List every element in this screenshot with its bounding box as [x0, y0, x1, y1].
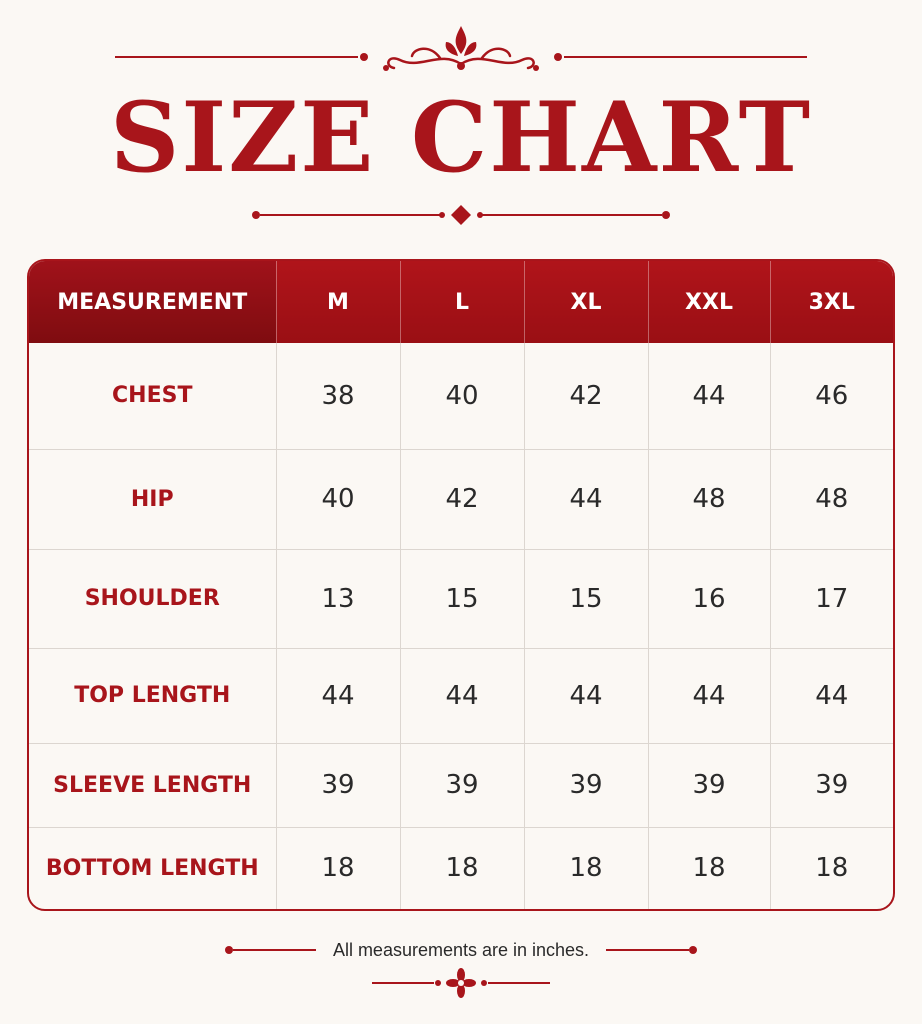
table-cell: 38 [276, 343, 400, 449]
size-column-header: XL [524, 261, 648, 343]
table-cell: 44 [400, 648, 524, 743]
table-cell: 17 [770, 549, 893, 648]
table-cell: 39 [648, 743, 770, 827]
size-column-header: 3XL [770, 261, 893, 343]
table-cell: 44 [524, 648, 648, 743]
table-cell: 18 [276, 827, 400, 909]
table-row [29, 743, 893, 827]
table-cell: 44 [276, 648, 400, 743]
table-cell: 39 [524, 743, 648, 827]
size-column-header: L [400, 261, 524, 343]
table-cell: 39 [770, 743, 893, 827]
table-header-row [29, 261, 893, 343]
size-chart-table-container [27, 259, 895, 911]
table-cell: 18 [524, 827, 648, 909]
table-cell: 44 [524, 449, 648, 549]
table-cell: 18 [400, 827, 524, 909]
measurement-label: BOTTOM LENGTH [29, 827, 276, 909]
table-cell: 18 [648, 827, 770, 909]
measurement-label: HIP [29, 449, 276, 549]
table-cell: 48 [648, 449, 770, 549]
size-column-header: M [276, 261, 400, 343]
table-row [29, 343, 893, 449]
size-column-header: XXL [648, 261, 770, 343]
measurement-label: TOP LENGTH [29, 648, 276, 743]
table-row [29, 449, 893, 549]
table-row [29, 648, 893, 743]
table-cell: 13 [276, 549, 400, 648]
table-cell: 39 [400, 743, 524, 827]
table-cell: 40 [276, 449, 400, 549]
measurement-label: CHEST [29, 343, 276, 449]
table-cell: 46 [770, 343, 893, 449]
table-cell: 40 [400, 343, 524, 449]
bottom-flower-ornament [0, 964, 922, 1004]
measurement-column-header: MEASUREMENT [29, 261, 276, 343]
measurement-unit-note: All measurements are in inches. [332, 940, 590, 960]
title-divider-ornament [0, 198, 922, 232]
table-cell: 42 [400, 449, 524, 549]
measurement-label: SHOULDER [29, 549, 276, 648]
table-cell: 15 [400, 549, 524, 648]
table-row [29, 827, 893, 909]
size-chart-table [29, 261, 893, 909]
table-cell: 15 [524, 549, 648, 648]
table-cell: 44 [648, 343, 770, 449]
table-row [29, 549, 893, 648]
measurement-label: SLEEVE LENGTH [29, 743, 276, 827]
table-cell: 16 [648, 549, 770, 648]
table-cell: 42 [524, 343, 648, 449]
table-cell: 18 [815, 853, 849, 884]
page-title: SIZE CHART [109, 81, 813, 194]
table-cell: 44 [648, 648, 770, 743]
table-cell: 48 [770, 449, 893, 549]
table-cell: 44 [770, 648, 893, 743]
table-cell: 39 [276, 743, 400, 827]
